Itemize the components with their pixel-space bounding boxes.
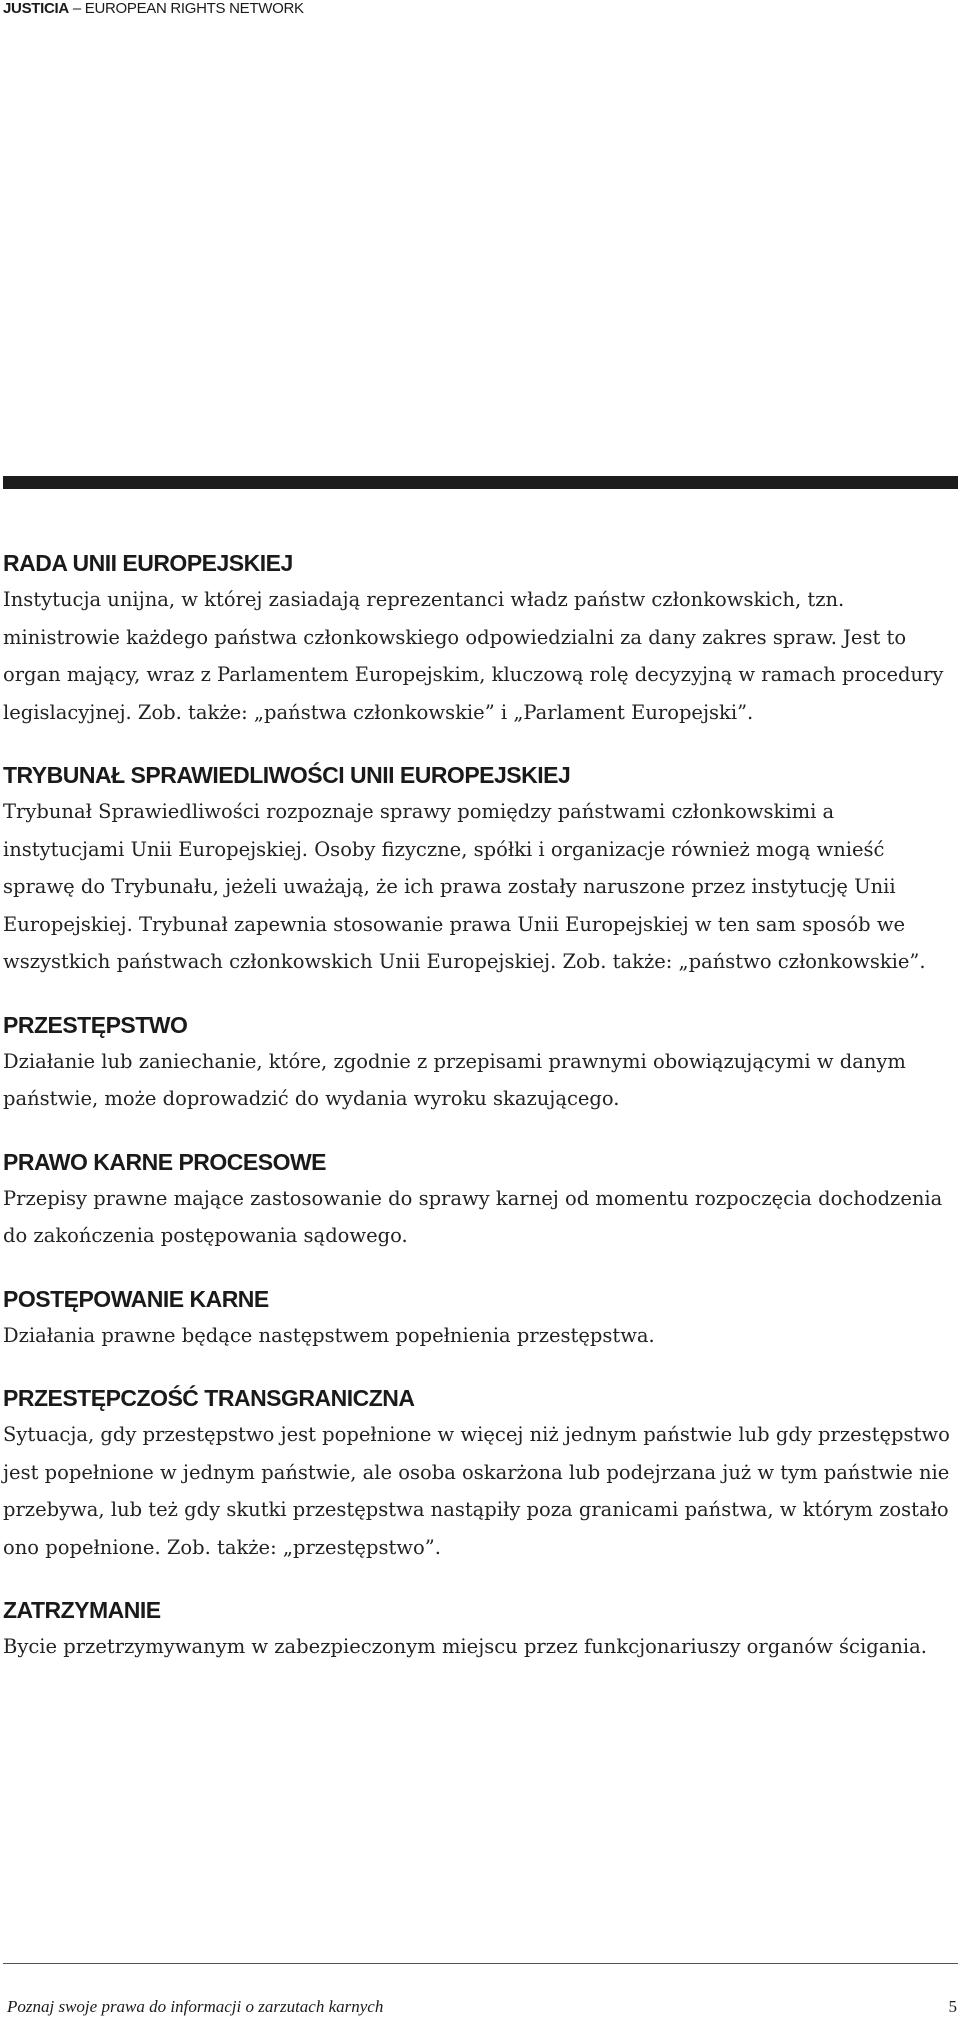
glossary-definition: Działanie lub zaniechanie, które, zgodnie z przepisami prawnymi obowiązującymi w danym państwie, może doprowadzić do wydania wyroku skazującego. <box>3 1049 906 1110</box>
glossary-definition: Bycie przetrzymywanym w zabezpieczonym miejscu przez funkcjonariuszy organów ścigania. <box>3 1635 927 1658</box>
glossary-definition: Instytucja unijna, w której zasiadają reprezentanci władz państw członkowskich, tzn. ministrowie każdego państwa członkowskiego odpowiedzialni za dany zakres spraw. Jest to organ mający, wraz z Parlamentem Europejskim, kluczową rolę decyzyjną w ramach procedury legislacyjnej. Zob. także: „państwa członkowskie” i „Parlament Europejski”. <box>3 588 944 724</box>
running-header <box>3 0 304 18</box>
glossary-term: RADA UNII EUROPEJSKIEJ <box>3 550 293 576</box>
page-number: 5 <box>948 1997 957 2016</box>
footer-divider <box>3 1963 958 1964</box>
footer-title: Poznaj swoje prawa do informacji o zarzutach karnych <box>7 1997 384 2016</box>
glossary-term: TRYBUNAŁ SPRAWIEDLIWOŚCI UNII EUROPEJSKIEJ <box>3 762 571 788</box>
glossary-term: ZATRZYMANIE <box>3 1597 161 1623</box>
header-separator: – <box>68 0 85 17</box>
glossary <box>3 545 953 1692</box>
glossary-term: PRZESTĘPCZOŚĆ TRANSGRANICZNA <box>3 1385 415 1411</box>
glossary-entry <box>3 545 953 731</box>
glossary-term: PRZESTĘPSTWO <box>3 1011 188 1038</box>
glossary-definition: Trybunał Sprawiedliwości rozpoznaje sprawy pomiędzy państwami członkowskimi a instytucjami Unii Europejskiej. Osoby fizyczne, spółki i organizacje również mogą wnieść sprawę do Trybunału, jeżeli uważają, że ich prawa zostały naruszone przez instytucję Unii Europejskiej. Trybunał zapewnia stosowanie prawa Unii Europejskiej w ten sam sposób we wszystkich państwach członkowskich Unii Europejskiej. Zob. także: „państwo członkowskie”. <box>3 800 926 973</box>
glossary-entry <box>3 1380 953 1566</box>
glossary-entry <box>3 1281 953 1355</box>
glossary-definition: Działania prawne będące następstwem popełnienia przestępstwa. <box>3 1323 655 1347</box>
glossary-term: POSTĘPOWANIE KARNE <box>3 1285 269 1312</box>
header-org: JUSTICIA <box>3 0 69 17</box>
header-network: EUROPEAN RIGHTS NETWORK <box>84 0 304 17</box>
glossary-entry <box>3 1007 953 1118</box>
glossary-entry <box>3 757 953 981</box>
glossary-entry <box>3 1144 953 1255</box>
glossary-definition: Sytuacja, gdy przestępstwo jest popełnione w więcej niż jednym państwie lub gdy przestępstwo jest popełnione w jednym państwie, ale osoba oskarżona lub podejrzana już w tym państwie nie przebywa, lub też gdy skutki przestępstwa nastąpiły poza granicami państwa, w którym zostało ono popełnione. Zob. także: „przestępstwo”. <box>3 1423 950 1559</box>
glossary-definition: Przepisy prawne mające zastosowanie do sprawy karnej od momentu rozpoczęcia dochodzenia do zakończenia postępowania sądowego. <box>3 1186 943 1247</box>
glossary-term: PRAWO KARNE PROCESOWE <box>3 1148 327 1175</box>
glossary-entry <box>3 1592 953 1666</box>
section-divider <box>3 476 958 489</box>
